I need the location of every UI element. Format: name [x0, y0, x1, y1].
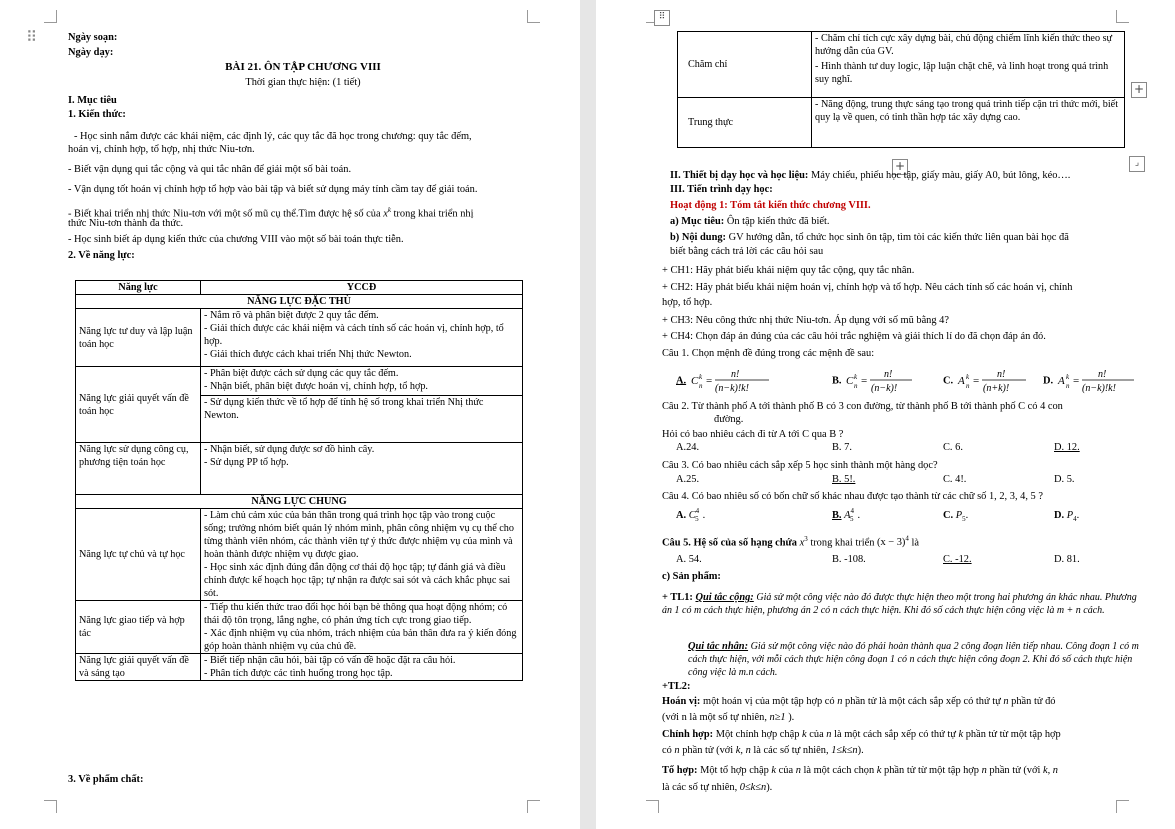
- math-sub: 5: [962, 515, 966, 523]
- quiz-question: [662, 533, 919, 549]
- table-cell: [201, 309, 523, 367]
- add-row-icon[interactable]: +: [892, 159, 908, 175]
- term: Tổ hợp:: [662, 765, 698, 776]
- paragraph: - Biết vận dụng qui tắc cộng và qui tắc nhân để giải một số bài toán.: [68, 164, 352, 175]
- question-text: Câu 5. Hệ số của số hạng chứa: [662, 537, 797, 549]
- question-text: trong khai triển: [810, 537, 875, 549]
- quiz-question: Câu 4. Có bao nhiêu số có bốn chữ số khác nhau được tạo thành từ các chữ số 1, 2, 3, 4, 5 ?: [662, 491, 1043, 502]
- svg-text:A: A: [957, 375, 965, 387]
- section-heading: III. Tiến trình dạy học:: [670, 184, 773, 195]
- paragraph-text: - Biết khai triển nhị thức Niu-tơn với một số mũ cụ thể.Tìm được hệ số của: [68, 208, 381, 220]
- math-expr: A: [844, 510, 851, 521]
- table-row-label: Năng lực giải quyết vấn đề và sáng tạo: [76, 654, 201, 681]
- svg-text:=: =: [861, 375, 868, 387]
- cell-line: - Nhận biết, phân biệt được hoán vị, chỉnh hợp, tổ hợp.: [204, 381, 428, 392]
- paragraph: - Học sinh nắm được các khái niệm, các định lý, các quy tắc đã học trong chương: quy tắc đếm,: [74, 131, 472, 142]
- table-resize-icon[interactable]: ⌟: [1129, 156, 1145, 172]
- definition-text: là một cách sắp xếp có thứ tự: [834, 729, 956, 740]
- answer-option: A. 54.: [676, 554, 702, 565]
- math-sub: 4: [1073, 515, 1077, 523]
- question: + CH2: Hãy phát biểu khái niệm hoán vị, chỉnh hợp và tổ hợp. Nêu cách tính số các hoán vị, chỉnh: [662, 282, 1073, 293]
- definition-text: Một tổ hợp chập: [700, 765, 769, 776]
- margin-corner-marker: [646, 800, 659, 813]
- svg-text:=: =: [1072, 375, 1079, 387]
- answer-option: C. $P_5$.: [943, 510, 969, 523]
- svg-text:k: k: [1065, 373, 1069, 381]
- formula-image: [956, 368, 1028, 394]
- svg-text:(n−k)!k!: (n−k)!k!: [714, 383, 749, 394]
- cell-line: - Nắm rõ và phân biệt được 2 quy tắc đếm.: [204, 310, 379, 321]
- answer-option-correct: C. -12.: [943, 554, 972, 565]
- answer-option: [943, 368, 1028, 394]
- option-letter: D.: [1054, 510, 1065, 521]
- label: II. Thiết bị dạy học và học liệu:: [670, 170, 809, 181]
- math-var: k: [802, 729, 807, 740]
- cell-line: - Chăm chỉ tích cực xây dựng bài, chủ động chiếm lĩnh kiến thức theo sự hướng dẫn của GV.: [815, 33, 1113, 57]
- definition-text: phần tử là một cách sắp xếp có thứ tự: [845, 696, 1001, 707]
- margin-corner-marker: [527, 800, 540, 813]
- answer-option: A.25.: [676, 474, 700, 485]
- definition-text: Một chỉnh hợp chập: [715, 729, 800, 740]
- label: a) Mục tiêu:: [670, 216, 725, 227]
- math-var: k: [387, 206, 391, 214]
- definition-text: là một cách chọn: [803, 765, 875, 776]
- definition-text: phần tử từ một tập hợp: [965, 729, 1061, 740]
- svg-text:n!: n!: [730, 369, 740, 380]
- quiz-question: Câu 2. Từ thành phố A tới thành phố B có 3 con đường, từ thành phố B tới thành phố C có 4 con: [662, 401, 1063, 412]
- answer-option: A.24.: [676, 442, 700, 453]
- answer-option: A. $C^4_5$ .: [676, 507, 706, 523]
- section-heading: 2. Về năng lực:: [68, 250, 135, 261]
- quiz-question: Câu 3. Có bao nhiêu cách sắp xếp 5 học sinh thành một hàng dọc?: [662, 460, 938, 471]
- drag-handle-icon[interactable]: ⠿: [26, 28, 37, 46]
- svg-text:n!: n!: [996, 369, 1006, 380]
- definition: (với n là một số tự nhiên, n≥1 ).: [662, 712, 795, 723]
- svg-text:(n+k)!: (n+k)!: [982, 383, 1009, 394]
- svg-text:k: k: [854, 373, 858, 381]
- math-expr: k, n: [735, 745, 751, 756]
- answer-option: [676, 368, 771, 394]
- answer-block: [662, 591, 1140, 617]
- cell-line: - Giải thích được các khái niệm và cách tính số các hoán vị, chỉnh hợp, tổ hợp.: [204, 323, 504, 347]
- paragraph: thức Niu-tơn thành đa thức.: [68, 218, 184, 229]
- svg-text:n: n: [854, 382, 858, 390]
- math-sup: 4: [850, 507, 854, 515]
- cell-line: - Tiếp thu kiến thức trao đổi học hỏi bạn bè thông qua hoạt động nhóm; có thái độ tôn trọng, lắng nghe, có phản ứng tích cực trong giao tiếp.: [204, 602, 508, 626]
- answer-option: B. -108.: [832, 554, 866, 565]
- math-expr: 0≤k≤n: [739, 782, 767, 793]
- document-page-1: [0, 0, 580, 829]
- question-text: là: [911, 537, 919, 549]
- margin-corner-marker: [1116, 10, 1129, 23]
- formula-image: [844, 368, 914, 394]
- table-cell: [812, 32, 1125, 98]
- answer-option: [1043, 368, 1136, 394]
- svg-text:(n−k)!k!: (n−k)!k!: [1081, 383, 1116, 394]
- math-var: n: [674, 745, 680, 756]
- quiz-question: Câu 1. Chọn mệnh đề đúng trong các mệnh đề sau:: [662, 348, 875, 359]
- answer-option: B. 7.: [832, 442, 852, 453]
- math-sub: 5: [850, 515, 854, 523]
- table-cell: [201, 509, 523, 601]
- cell-line: - Giải thích được cách khai triển Nhị thức Newton.: [204, 349, 412, 360]
- label: + TL1:: [662, 592, 693, 603]
- option-letter: B.: [832, 510, 842, 521]
- math-expr: $(x - 3)^4$: [877, 535, 909, 549]
- definition-text: phần tử (với: [682, 745, 734, 756]
- math-expr: P: [1066, 510, 1074, 521]
- cell-line: - Phân biệt được cách sử dụng các quy tắc đếm.: [204, 368, 399, 379]
- definition-text: (với n là một số tự nhiên,: [662, 712, 767, 723]
- section-heading: I. Mục tiêu: [68, 95, 117, 106]
- paragraph: - Học sinh biết áp dụng kiến thức của chương VIII vào một số bài toán thực tiễn.: [68, 234, 404, 245]
- definition: [662, 764, 1144, 777]
- math-var: n: [826, 729, 832, 740]
- add-column-icon[interactable]: +: [1131, 82, 1147, 98]
- math-expr: C: [688, 510, 696, 521]
- definition-text: của: [809, 729, 824, 740]
- term: Qui tắc cộng:: [695, 592, 754, 603]
- question: hợp, tổ hợp.: [662, 297, 713, 308]
- question: + CH1: Hãy phát biểu khái niệm quy tắc cộng, quy tắc nhân.: [662, 265, 915, 276]
- math-var: n: [1003, 696, 1009, 707]
- option-letter: A.: [676, 375, 687, 387]
- answer-option: D. 5.: [1054, 474, 1075, 485]
- svg-text:A: A: [1057, 375, 1065, 387]
- cell-line: - Học sinh xác định đúng đắn động cơ thái độ học tập; tự đánh giá và điều chỉnh được kế hoạch học tập; tự nhận ra được sai sót và cách khắc phục sai sót.: [204, 562, 511, 599]
- section-heading: c) Sản phẩm:: [662, 571, 721, 582]
- math-var: k: [771, 765, 777, 776]
- answer-option-correct: B. $A^4_5$ .: [832, 507, 861, 523]
- answer-block: [688, 640, 1140, 679]
- option-letter: A.: [676, 510, 687, 521]
- math-var: k: [876, 765, 882, 776]
- definition: là các số tự nhiên, 0≤k≤n).: [662, 782, 773, 793]
- svg-text:=: =: [705, 375, 712, 387]
- definition-text: phần tử đó: [1011, 696, 1056, 707]
- cell-line: - Biết tiếp nhận câu hỏi, bài tập có vấn đề hoặc đặt ra câu hỏi.: [204, 655, 456, 666]
- svg-text:n: n: [1065, 382, 1070, 390]
- competency-table: [75, 280, 523, 681]
- answer-option-correct: B. 5!.: [832, 474, 856, 485]
- math-expr: 1≤k≤n: [831, 745, 858, 756]
- table-cell: [201, 443, 523, 495]
- definition-text: phần tử từ một tập hợp: [884, 765, 979, 776]
- math-sub: 5: [695, 515, 699, 523]
- svg-text:n!: n!: [1097, 369, 1107, 380]
- table-row-label: Trung thực: [678, 98, 812, 148]
- svg-text:(n−k)!: (n−k)!: [871, 383, 898, 394]
- answer-option: D. $P_4$.: [1054, 510, 1080, 523]
- option-letter: C.: [943, 375, 954, 387]
- math-expr: k, n: [1042, 765, 1058, 776]
- definition-text: là các số tự nhiên,: [753, 745, 829, 756]
- table-header: Năng lực: [76, 281, 201, 295]
- svg-text:C: C: [690, 375, 699, 387]
- table-cell: [201, 654, 523, 681]
- term: Qui tắc nhân:: [688, 641, 749, 652]
- svg-text:k: k: [698, 373, 702, 381]
- table-group-header: NĂNG LỰC ĐẶC THÙ: [76, 295, 523, 309]
- table-header: YCCĐ: [201, 281, 523, 295]
- definition-text: Giả sử một công việc nào đó được thực hiện theo một trong hai phương án khác nhau. Phương án 1 có m cách thực hiện, phương án 2 có n cách thực hiện. Khi đó số cách thực hiện công việc là m + n cách.: [662, 592, 1137, 616]
- label: +TL2:: [662, 681, 691, 692]
- svg-text:=: =: [972, 375, 979, 387]
- paragraph: [670, 169, 1160, 182]
- definition-text: một hoán vị của một tập hợp có: [703, 696, 835, 707]
- table-row-label: Năng lực giao tiếp và hợp tác: [76, 601, 201, 654]
- cell-line: - Xác định nhiệm vụ của nhóm, trách nhiệm của bản thân đưa ra ý kiến đóng góp hoàn thành nhiệm vụ của chủ đề.: [204, 628, 517, 652]
- svg-text:n: n: [965, 382, 970, 390]
- cell-line: - Phân tích được các tình huống trong học tập.: [204, 668, 393, 679]
- definition: [662, 695, 1144, 708]
- math-sup: 4: [695, 507, 700, 515]
- question: + CH4: Chọn đáp án đúng của các câu hỏi trắc nghiệm và giải thích lí do đã chọn đáp án đó.: [662, 331, 1046, 342]
- formula-image: [689, 368, 771, 394]
- quiz-question: đường.: [714, 414, 744, 425]
- answer-option: C. 6.: [943, 442, 963, 453]
- paragraph-text: GV hướng dẫn, tổ chức học sinh ôn tập, tìm tòi các kiến thức liên quan bài học đã: [728, 232, 1069, 243]
- definition: [662, 728, 1144, 741]
- table-row-label: Năng lực tự chủ và tự học: [76, 509, 201, 601]
- option-letter: C.: [943, 510, 954, 521]
- paragraph: - Vận dụng tốt hoán vị chỉnh hợp tổ hợp vào bài tập và biết sử dụng máy tính cầm tay để giải toán.: [68, 184, 478, 195]
- term: Chỉnh hợp:: [662, 729, 714, 740]
- margin-corner-marker: [44, 10, 57, 23]
- math-expr: x: [799, 537, 805, 549]
- table-move-handle-icon[interactable]: ⠿: [654, 10, 670, 26]
- svg-text:n: n: [698, 382, 703, 390]
- table-row-label: Năng lực tư duy và lập luận toán học: [76, 309, 201, 367]
- paragraph: [670, 215, 829, 228]
- lesson-duration: Thời gian thực hiện: (1 tiết): [245, 77, 361, 88]
- quality-table: [677, 31, 1125, 148]
- section-heading: 1. Kiến thức:: [68, 109, 126, 120]
- lesson-title: BÀI 21. ÔN TẬP CHƯƠNG VIII: [225, 61, 381, 73]
- svg-text:C: C: [846, 375, 854, 387]
- section-heading: 3. Về phẩm chất:: [68, 774, 144, 785]
- table-row-label: Năng lực giải quyết vấn đề toán học: [76, 367, 201, 443]
- cell-line: - Sử dụng PP tổ hợp.: [204, 457, 289, 468]
- date-teach: Ngày dạy:: [68, 47, 114, 58]
- definition-text: là các số tự nhiên,: [662, 782, 738, 793]
- definition-text: Giả sử một công việc nào đó phải hoàn thành qua 2 công đoạn liên tiếp nhau. Công đoạn 1 có m cách thực hiện, với mỗi cách thực hiện công đoạn 1 có n cách thực hiện công đoạn 2. Khi đó số cách thực hiện công việc là m.n cách.: [688, 641, 1139, 678]
- cell-line: - Làm chủ cảm xúc của bản thân trong quá trình học tập vào trong cuộc sống; trưởng nhóm biết quản lý nhóm mình, phân công nhiệm vụ cụ thể cho từng thành viên nhóm, các thành viên tự ý thức được nhiệm vụ của mình và hoàn thành được nhiệm vụ được giao.: [204, 510, 514, 560]
- table-cell: - Năng động, trung thực sáng tạo trong quá trình tiếp cận tri thức mới, biết quy lạ về quen, có tinh thần hợp tác xây dựng cao.: [812, 98, 1125, 148]
- answer-option: C. 4!.: [943, 474, 967, 485]
- margin-corner-marker: [527, 10, 540, 23]
- table-row-label: Năng lực sử dụng công cụ, phương tiện toán học: [76, 443, 201, 495]
- math-var: k: [958, 729, 964, 740]
- margin-corner-marker: [44, 800, 57, 813]
- date-prepared: Ngày soạn:: [68, 32, 118, 43]
- math-expr: P: [955, 510, 963, 521]
- definition-text: phần tử (với: [989, 765, 1041, 776]
- formula-image: [1056, 368, 1136, 394]
- paragraph-text: trong khai triển nhị: [393, 208, 474, 220]
- margin-corner-marker: [1116, 800, 1129, 813]
- answer-option: [832, 368, 914, 394]
- term: Hoán vị:: [662, 696, 701, 707]
- math-var: n: [981, 765, 987, 776]
- paragraph-text: Ôn tập kiến thức đã biết.: [726, 216, 830, 227]
- answer-option: D. 81.: [1054, 554, 1080, 565]
- document-page-2: [596, 0, 1175, 829]
- table-cell: [201, 601, 523, 654]
- activity-heading: Hoạt động 1: Tóm tắt kiến thức chương VIII.: [670, 200, 871, 211]
- table-group-header: NĂNG LỰC CHUNG: [76, 495, 523, 509]
- table-row-label: Chăm chỉ: [678, 32, 812, 98]
- cell-line: - Hình thành tư duy logic, lập luận chặt chẽ, và linh hoạt trong quá trình suy nghĩ.: [815, 61, 1109, 85]
- math-sup: 3: [804, 535, 808, 543]
- question: + CH3: Nêu công thức nhị thức Niu-tơn. Áp dụng với số mũ bằng 4?: [662, 315, 949, 326]
- cell-line: - Nhận biết, sử dụng được sơ đồ hình cây.: [204, 444, 375, 455]
- table-cell: [201, 367, 523, 443]
- definition-text: có: [662, 745, 672, 756]
- paragraph: biết bằng cách trả lời các câu hỏi sau: [670, 246, 824, 257]
- math-expr: n≥1: [769, 712, 786, 723]
- math-var: n: [837, 696, 843, 707]
- svg-text:k: k: [965, 373, 969, 381]
- option-letter: B.: [832, 375, 842, 387]
- svg-text:n!: n!: [884, 369, 893, 380]
- paragraph: hoán vị, chỉnh hợp, tổ hợp, nhị thức Niu-tơn.: [68, 144, 255, 155]
- math-var: x: [383, 208, 388, 220]
- paragraph: [670, 231, 1150, 244]
- label: b) Nội dung:: [670, 232, 727, 243]
- paragraph-text: Máy chiếu, phiếu học tập, giấy màu, giấy A0, bút lông, kéo….: [810, 170, 1071, 181]
- definition-text: của: [778, 765, 794, 776]
- definition: có n phần tử (với k, n là các số tự nhiên, 1≤k≤n).: [662, 745, 864, 756]
- math-var: n: [795, 765, 801, 776]
- option-letter: D.: [1043, 375, 1054, 387]
- answer-option-correct: D. 12.: [1054, 442, 1080, 453]
- quiz-question: Hỏi có bao nhiêu cách đi từ A tới C qua B ?: [662, 429, 844, 440]
- cell-line: - Sử dụng kiến thức về tổ hợp để tính hệ số trong khai triển Nhị thức Newton.: [201, 395, 522, 422]
